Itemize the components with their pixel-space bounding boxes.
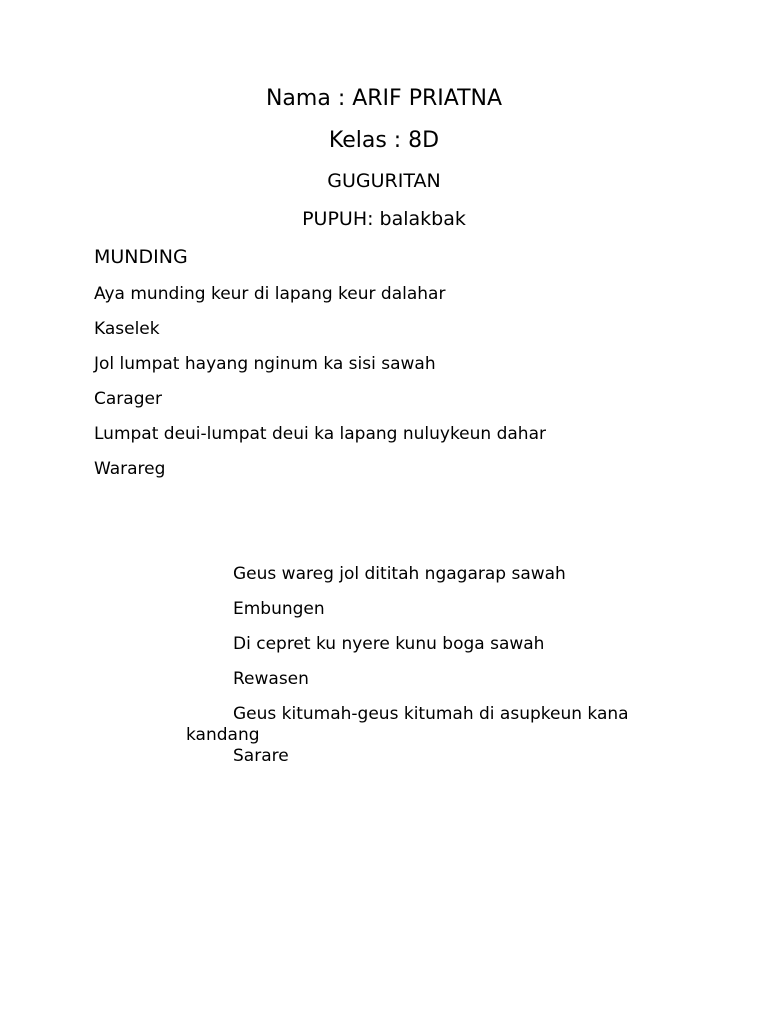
poem-line: Di cepret ku nyere kunu boga sawah [233, 634, 545, 654]
poem-heading: MUNDING [94, 246, 188, 268]
stanza-one [94, 284, 546, 494]
student-name: Nama : ARIF PRIATNA [265, 86, 503, 111]
pupuh-label: PUPUH: balakbak [302, 208, 466, 230]
poem-line: Geus kitumah-geus kitumah di asupkeun kana kandang [186, 704, 629, 745]
poem-line: Embungen [233, 599, 325, 619]
poem-line: Warareg [94, 459, 166, 479]
stanza-two [186, 564, 666, 781]
student-class: Kelas : 8D [328, 128, 440, 153]
document-title: GUGURITAN [327, 170, 441, 192]
poem-line: Jol lumpat hayang nginum ka sisi sawah [94, 354, 436, 374]
poem-line: Kaselek [94, 319, 160, 339]
poem-line: Geus wareg jol dititah ngagarap sawah [233, 564, 566, 584]
poem-line: Carager [94, 389, 162, 409]
poem-line: Rewasen [233, 669, 309, 689]
poem-line: Sarare [233, 746, 289, 766]
poem-line: Aya munding keur di lapang keur dalahar [94, 284, 446, 304]
poem-line: Lumpat deui-lumpat deui ka lapang nuluykeun dahar [94, 424, 546, 444]
